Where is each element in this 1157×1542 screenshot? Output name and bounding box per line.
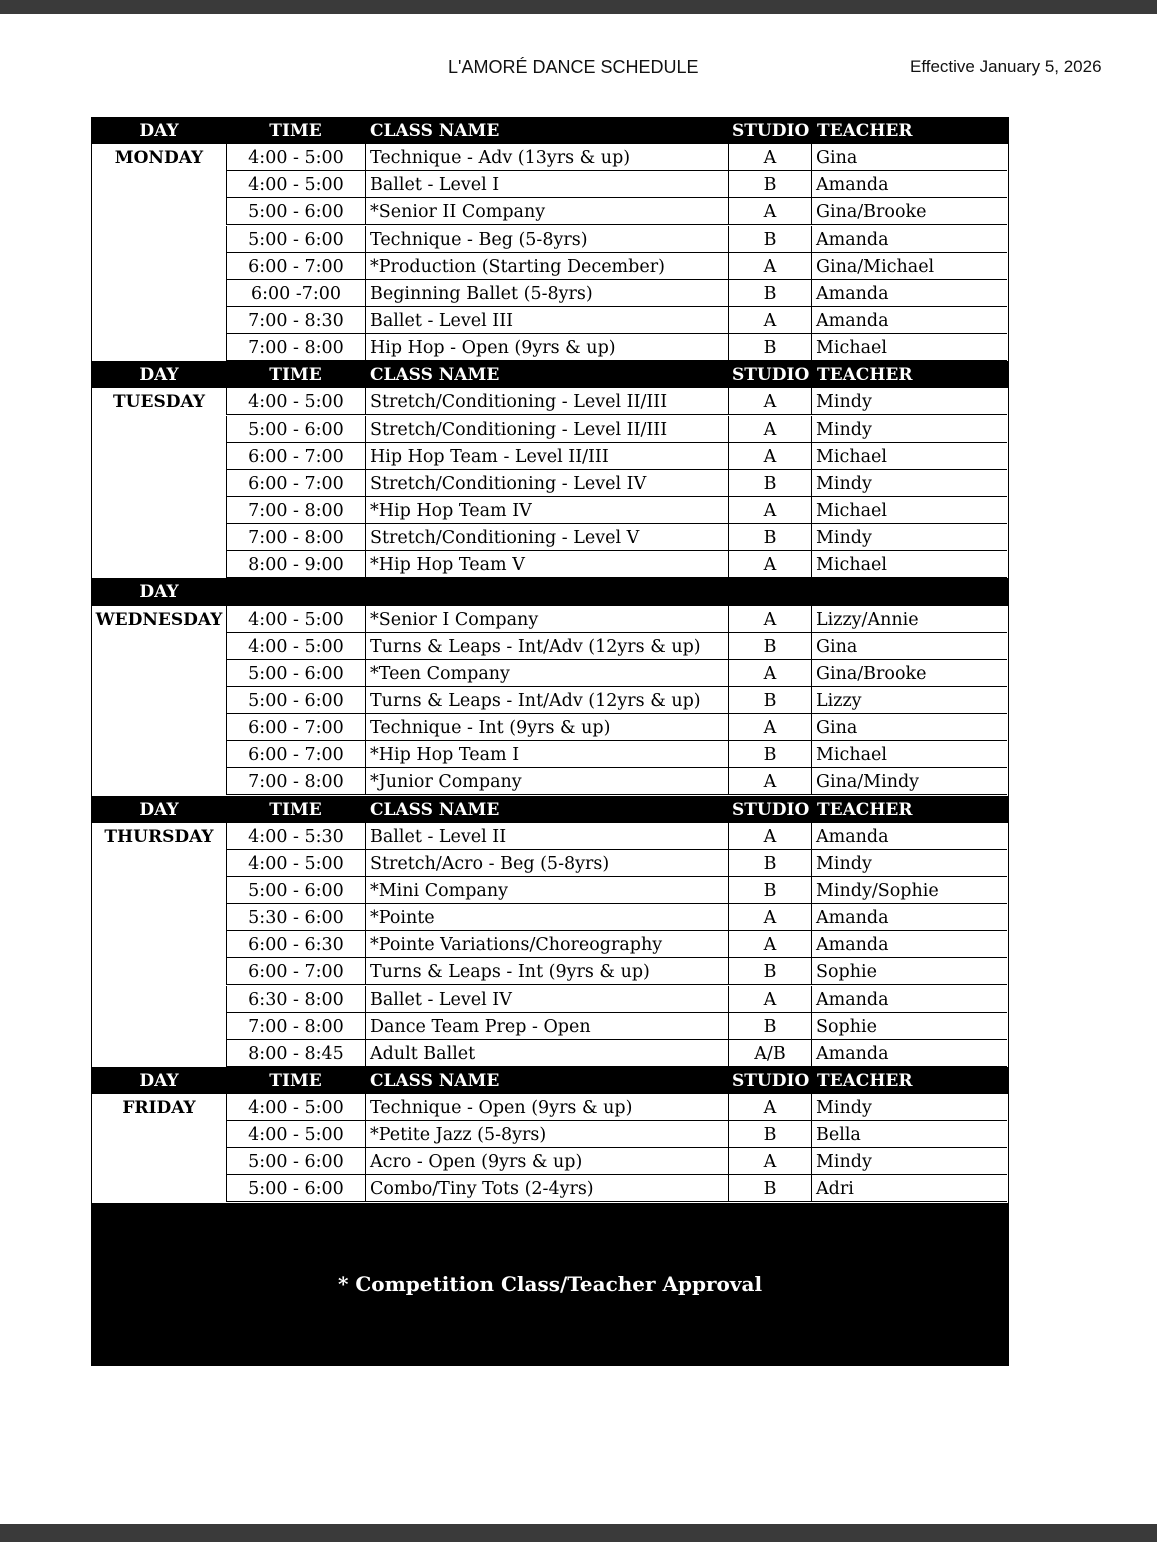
header-teacher: TEACHER [817, 799, 913, 820]
teacher-cell: Mindy [811, 416, 1007, 443]
teacher-cell: Sophie [811, 1013, 1007, 1040]
header-teacher: TEACHER [817, 1070, 913, 1091]
class-name-cell: *Pointe Variations/Choreography [365, 931, 728, 958]
teacher-cell: Mindy [811, 524, 1007, 551]
time-cell: 7:00 - 8:00 [226, 524, 365, 551]
header-studio: STUDIO [732, 799, 810, 820]
table-row [92, 714, 1008, 741]
table-row [92, 1148, 1008, 1175]
table-row [92, 497, 1008, 524]
time-cell: 4:00 - 5:00 [226, 144, 365, 171]
table-row [92, 606, 1008, 633]
class-name-cell: Ballet - Level IV [365, 986, 728, 1013]
time-cell: 5:00 - 6:00 [226, 1175, 365, 1202]
table-row [92, 1121, 1008, 1148]
teacher-cell: Lizzy [811, 687, 1007, 714]
class-name-cell: Adult Ballet [365, 1040, 728, 1067]
header-class-name: CLASS NAME [370, 799, 500, 820]
time-cell: 4:00 - 5:00 [226, 388, 365, 415]
table-row [92, 1040, 1008, 1067]
studio-cell: B [728, 280, 811, 307]
table-row [92, 416, 1008, 443]
teacher-cell: Mindy [811, 388, 1007, 415]
class-name-cell: Turns & Leaps - Int (9yrs & up) [365, 958, 728, 985]
time-cell: 6:00 - 7:00 [226, 958, 365, 985]
table-row [92, 443, 1008, 470]
time-cell: 6:00 - 7:00 [226, 741, 365, 768]
table-row [92, 470, 1008, 497]
header-time: TIME [269, 799, 322, 820]
studio-cell: B [728, 470, 811, 497]
class-name-cell: Hip Hop Team - Level II/III [365, 443, 728, 470]
window-top-bar [0, 0, 1157, 14]
day-label: THURSDAY [104, 826, 214, 847]
studio-cell: A [728, 416, 811, 443]
teacher-cell: Sophie [811, 958, 1007, 985]
studio-cell: A [728, 497, 811, 524]
time-cell: 6:00 - 7:00 [226, 470, 365, 497]
time-cell: 8:00 - 9:00 [226, 551, 365, 578]
day-label: MONDAY [114, 148, 204, 169]
time-cell: 5:00 - 6:00 [226, 1148, 365, 1175]
time-cell: 8:00 - 8:45 [226, 1040, 365, 1067]
header-studio: STUDIO [732, 121, 810, 141]
studio-cell: A [728, 198, 811, 225]
teacher-cell: Gina [811, 714, 1007, 741]
table-row [92, 931, 1008, 958]
teacher-cell: Amanda [811, 280, 1007, 307]
header-day: DAY [139, 799, 179, 820]
teacher-cell: Gina/Brooke [811, 198, 1007, 225]
class-name-cell: *Petite Jazz (5-8yrs) [365, 1121, 728, 1148]
teacher-cell: Adri [811, 1175, 1007, 1202]
teacher-cell: Lizzy/Annie [811, 606, 1007, 633]
time-cell: 4:00 - 5:30 [226, 823, 365, 850]
studio-cell: A [728, 551, 811, 578]
class-name-cell: Technique - Int (9yrs & up) [365, 714, 728, 741]
header-studio: STUDIO [732, 365, 810, 386]
teacher-cell: Michael [811, 443, 1007, 470]
table-row [92, 280, 1008, 307]
header-time: TIME [269, 121, 322, 141]
teacher-cell: Gina/Mindy [811, 768, 1007, 795]
studio-cell: A [728, 660, 811, 687]
day-label: TUESDAY [113, 392, 205, 413]
class-name-cell: Turns & Leaps - Int/Adv (12yrs & up) [365, 633, 728, 660]
day-header-row [92, 117, 1008, 144]
teacher-cell: Mindy [811, 1094, 1007, 1121]
table-row [92, 388, 1008, 415]
teacher-cell: Michael [811, 497, 1007, 524]
day-header-row [92, 361, 1008, 388]
teacher-cell: Bella [811, 1121, 1007, 1148]
table-row [92, 1013, 1008, 1040]
class-name-cell: Ballet - Level I [365, 171, 728, 198]
teacher-cell: Gina/Michael [811, 253, 1007, 280]
class-name-cell: Beginning Ballet (5-8yrs) [365, 280, 728, 307]
schedule-table [91, 117, 1009, 1366]
time-cell: 4:00 - 5:00 [226, 606, 365, 633]
table-row [92, 253, 1008, 280]
studio-cell: B [728, 1175, 811, 1202]
studio-cell: B [728, 226, 811, 253]
header-day: DAY [139, 121, 179, 141]
day-label: FRIDAY [122, 1098, 196, 1119]
header-time: TIME [269, 1070, 322, 1091]
time-cell: 7:00 - 8:00 [226, 497, 365, 524]
studio-cell: A [728, 1094, 811, 1121]
class-name-cell: *Pointe [365, 904, 728, 931]
teacher-cell: Gina [811, 633, 1007, 660]
time-cell: 4:00 - 5:00 [226, 171, 365, 198]
studio-cell: A [728, 931, 811, 958]
header-class-name: CLASS NAME [370, 1070, 500, 1091]
teacher-cell: Mindy/Sophie [811, 877, 1007, 904]
studio-cell: A [728, 253, 811, 280]
time-cell: 5:00 - 6:00 [226, 226, 365, 253]
table-row [92, 334, 1008, 361]
class-name-cell: *Production (Starting December) [365, 253, 728, 280]
teacher-cell: Amanda [811, 904, 1007, 931]
table-row [92, 1094, 1008, 1121]
teacher-cell: Amanda [811, 1040, 1007, 1067]
table-row [92, 904, 1008, 931]
time-cell: 6:00 - 7:00 [226, 714, 365, 741]
time-cell: 7:00 - 8:00 [226, 334, 365, 361]
teacher-cell: Amanda [811, 226, 1007, 253]
header-studio: STUDIO [732, 1070, 810, 1091]
teacher-cell: Amanda [811, 986, 1007, 1013]
class-name-cell: Technique - Beg (5-8yrs) [365, 226, 728, 253]
table-row [92, 877, 1008, 904]
class-name-cell: Hip Hop - Open (9yrs & up) [365, 334, 728, 361]
table-row [92, 226, 1008, 253]
header-class-name: CLASS NAME [370, 365, 500, 386]
effective-date: Effective January 5, 2026 [910, 57, 1102, 76]
teacher-cell: Amanda [811, 931, 1007, 958]
table-row [92, 741, 1008, 768]
studio-cell: B [728, 687, 811, 714]
teacher-cell: Michael [811, 334, 1007, 361]
class-name-cell: *Mini Company [365, 877, 728, 904]
competition-note: * Competition Class/Teacher Approval [337, 1272, 763, 1297]
table-row [92, 1175, 1008, 1202]
time-cell: 6:00 - 6:30 [226, 931, 365, 958]
class-name-cell: *Teen Company [365, 660, 728, 687]
time-cell: 7:00 - 8:30 [226, 307, 365, 334]
studio-cell: B [728, 1121, 811, 1148]
page-title: L'AMORÉ DANCE SCHEDULE [448, 57, 699, 77]
class-name-cell: *Hip Hop Team IV [365, 497, 728, 524]
studio-cell: B [728, 1013, 811, 1040]
table-row [92, 633, 1008, 660]
teacher-cell: Mindy [811, 470, 1007, 497]
time-cell: 4:00 - 5:00 [226, 850, 365, 877]
class-name-cell: Acro - Open (9yrs & up) [365, 1148, 728, 1175]
time-cell: 7:00 - 8:00 [226, 768, 365, 795]
day-label: WEDNESDAY [95, 609, 223, 630]
table-row [92, 768, 1008, 795]
studio-cell: B [728, 877, 811, 904]
teacher-cell: Amanda [811, 171, 1007, 198]
table-row [92, 660, 1008, 687]
class-name-cell: Technique - Adv (13yrs & up) [365, 144, 728, 171]
time-cell: 4:00 - 5:00 [226, 633, 365, 660]
studio-cell: A [728, 388, 811, 415]
class-name-cell: Ballet - Level II [365, 823, 728, 850]
class-name-cell: Ballet - Level III [365, 307, 728, 334]
time-cell: 6:00 -7:00 [226, 280, 365, 307]
studio-cell: B [728, 334, 811, 361]
day-header-row [92, 578, 1008, 605]
studio-cell: A [728, 986, 811, 1013]
class-name-cell: Turns & Leaps - Int/Adv (12yrs & up) [365, 687, 728, 714]
teacher-cell: Mindy [811, 1148, 1007, 1175]
studio-cell: A [728, 768, 811, 795]
studio-cell: A [728, 443, 811, 470]
table-row [92, 524, 1008, 551]
time-cell: 5:00 - 6:00 [226, 660, 365, 687]
time-cell: 5:00 - 6:00 [226, 877, 365, 904]
header-teacher: TEACHER [817, 121, 913, 141]
table-row [92, 823, 1008, 850]
header-time: TIME [269, 365, 322, 386]
teacher-cell: Michael [811, 551, 1007, 578]
class-name-cell: *Hip Hop Team V [365, 551, 728, 578]
time-cell: 5:00 - 6:00 [226, 687, 365, 714]
table-row [92, 687, 1008, 714]
class-name-cell: *Hip Hop Team I [365, 741, 728, 768]
class-name-cell: Technique - Open (9yrs & up) [365, 1094, 728, 1121]
footer-note-box [92, 1203, 1008, 1366]
class-name-cell: Dance Team Prep - Open [365, 1013, 728, 1040]
table-row [92, 171, 1008, 198]
studio-cell: A [728, 307, 811, 334]
teacher-cell: Gina/Brooke [811, 660, 1007, 687]
time-cell: 5:00 - 6:00 [226, 198, 365, 225]
class-name-cell: *Senior II Company [365, 198, 728, 225]
class-name-cell: Stretch/Acro - Beg (5-8yrs) [365, 850, 728, 877]
header-class-name: CLASS NAME [370, 121, 500, 141]
studio-cell: A [728, 1148, 811, 1175]
studio-cell: A [728, 823, 811, 850]
window-bottom-bar [0, 1524, 1157, 1542]
time-cell: 4:00 - 5:00 [226, 1121, 365, 1148]
class-name-cell: Stretch/Conditioning - Level IV [365, 470, 728, 497]
class-name-cell: *Senior I Company [365, 606, 728, 633]
day-header-row [92, 1067, 1008, 1094]
studio-cell: B [728, 958, 811, 985]
teacher-cell: Amanda [811, 823, 1007, 850]
table-row [92, 986, 1008, 1013]
class-name-cell: Stretch/Conditioning - Level II/III [365, 388, 728, 415]
header-day: DAY [139, 582, 179, 603]
studio-cell: B [728, 171, 811, 198]
time-cell: 6:30 - 8:00 [226, 986, 365, 1013]
time-cell: 7:00 - 8:00 [226, 1013, 365, 1040]
teacher-cell: Mindy [811, 850, 1007, 877]
time-cell: 6:00 - 7:00 [226, 443, 365, 470]
teacher-cell: Michael [811, 741, 1007, 768]
header-teacher: TEACHER [817, 365, 913, 386]
table-row [92, 198, 1008, 225]
studio-cell: A [728, 904, 811, 931]
teacher-cell: Gina [811, 144, 1007, 171]
class-name-cell: Stretch/Conditioning - Level V [365, 524, 728, 551]
table-row [92, 307, 1008, 334]
studio-cell: B [728, 741, 811, 768]
time-cell: 4:00 - 5:00 [226, 1094, 365, 1121]
studio-cell: B [728, 524, 811, 551]
time-cell: 6:00 - 7:00 [226, 253, 365, 280]
studio-cell: A/B [728, 1040, 811, 1067]
header-day: DAY [139, 365, 179, 386]
studio-cell: B [728, 633, 811, 660]
studio-cell: A [728, 144, 811, 171]
day-header-row [92, 796, 1008, 823]
time-cell: 5:00 - 6:00 [226, 416, 365, 443]
time-cell: 5:30 - 6:00 [226, 904, 365, 931]
studio-cell: A [728, 606, 811, 633]
table-row [92, 850, 1008, 877]
table-row [92, 144, 1008, 171]
class-name-cell: Combo/Tiny Tots (2-4yrs) [365, 1175, 728, 1202]
teacher-cell: Amanda [811, 307, 1007, 334]
table-row [92, 551, 1008, 578]
studio-cell: B [728, 850, 811, 877]
class-name-cell: Stretch/Conditioning - Level II/III [365, 416, 728, 443]
header-day: DAY [139, 1070, 179, 1091]
class-name-cell: *Junior Company [365, 768, 728, 795]
table-row [92, 958, 1008, 985]
studio-cell: A [728, 714, 811, 741]
